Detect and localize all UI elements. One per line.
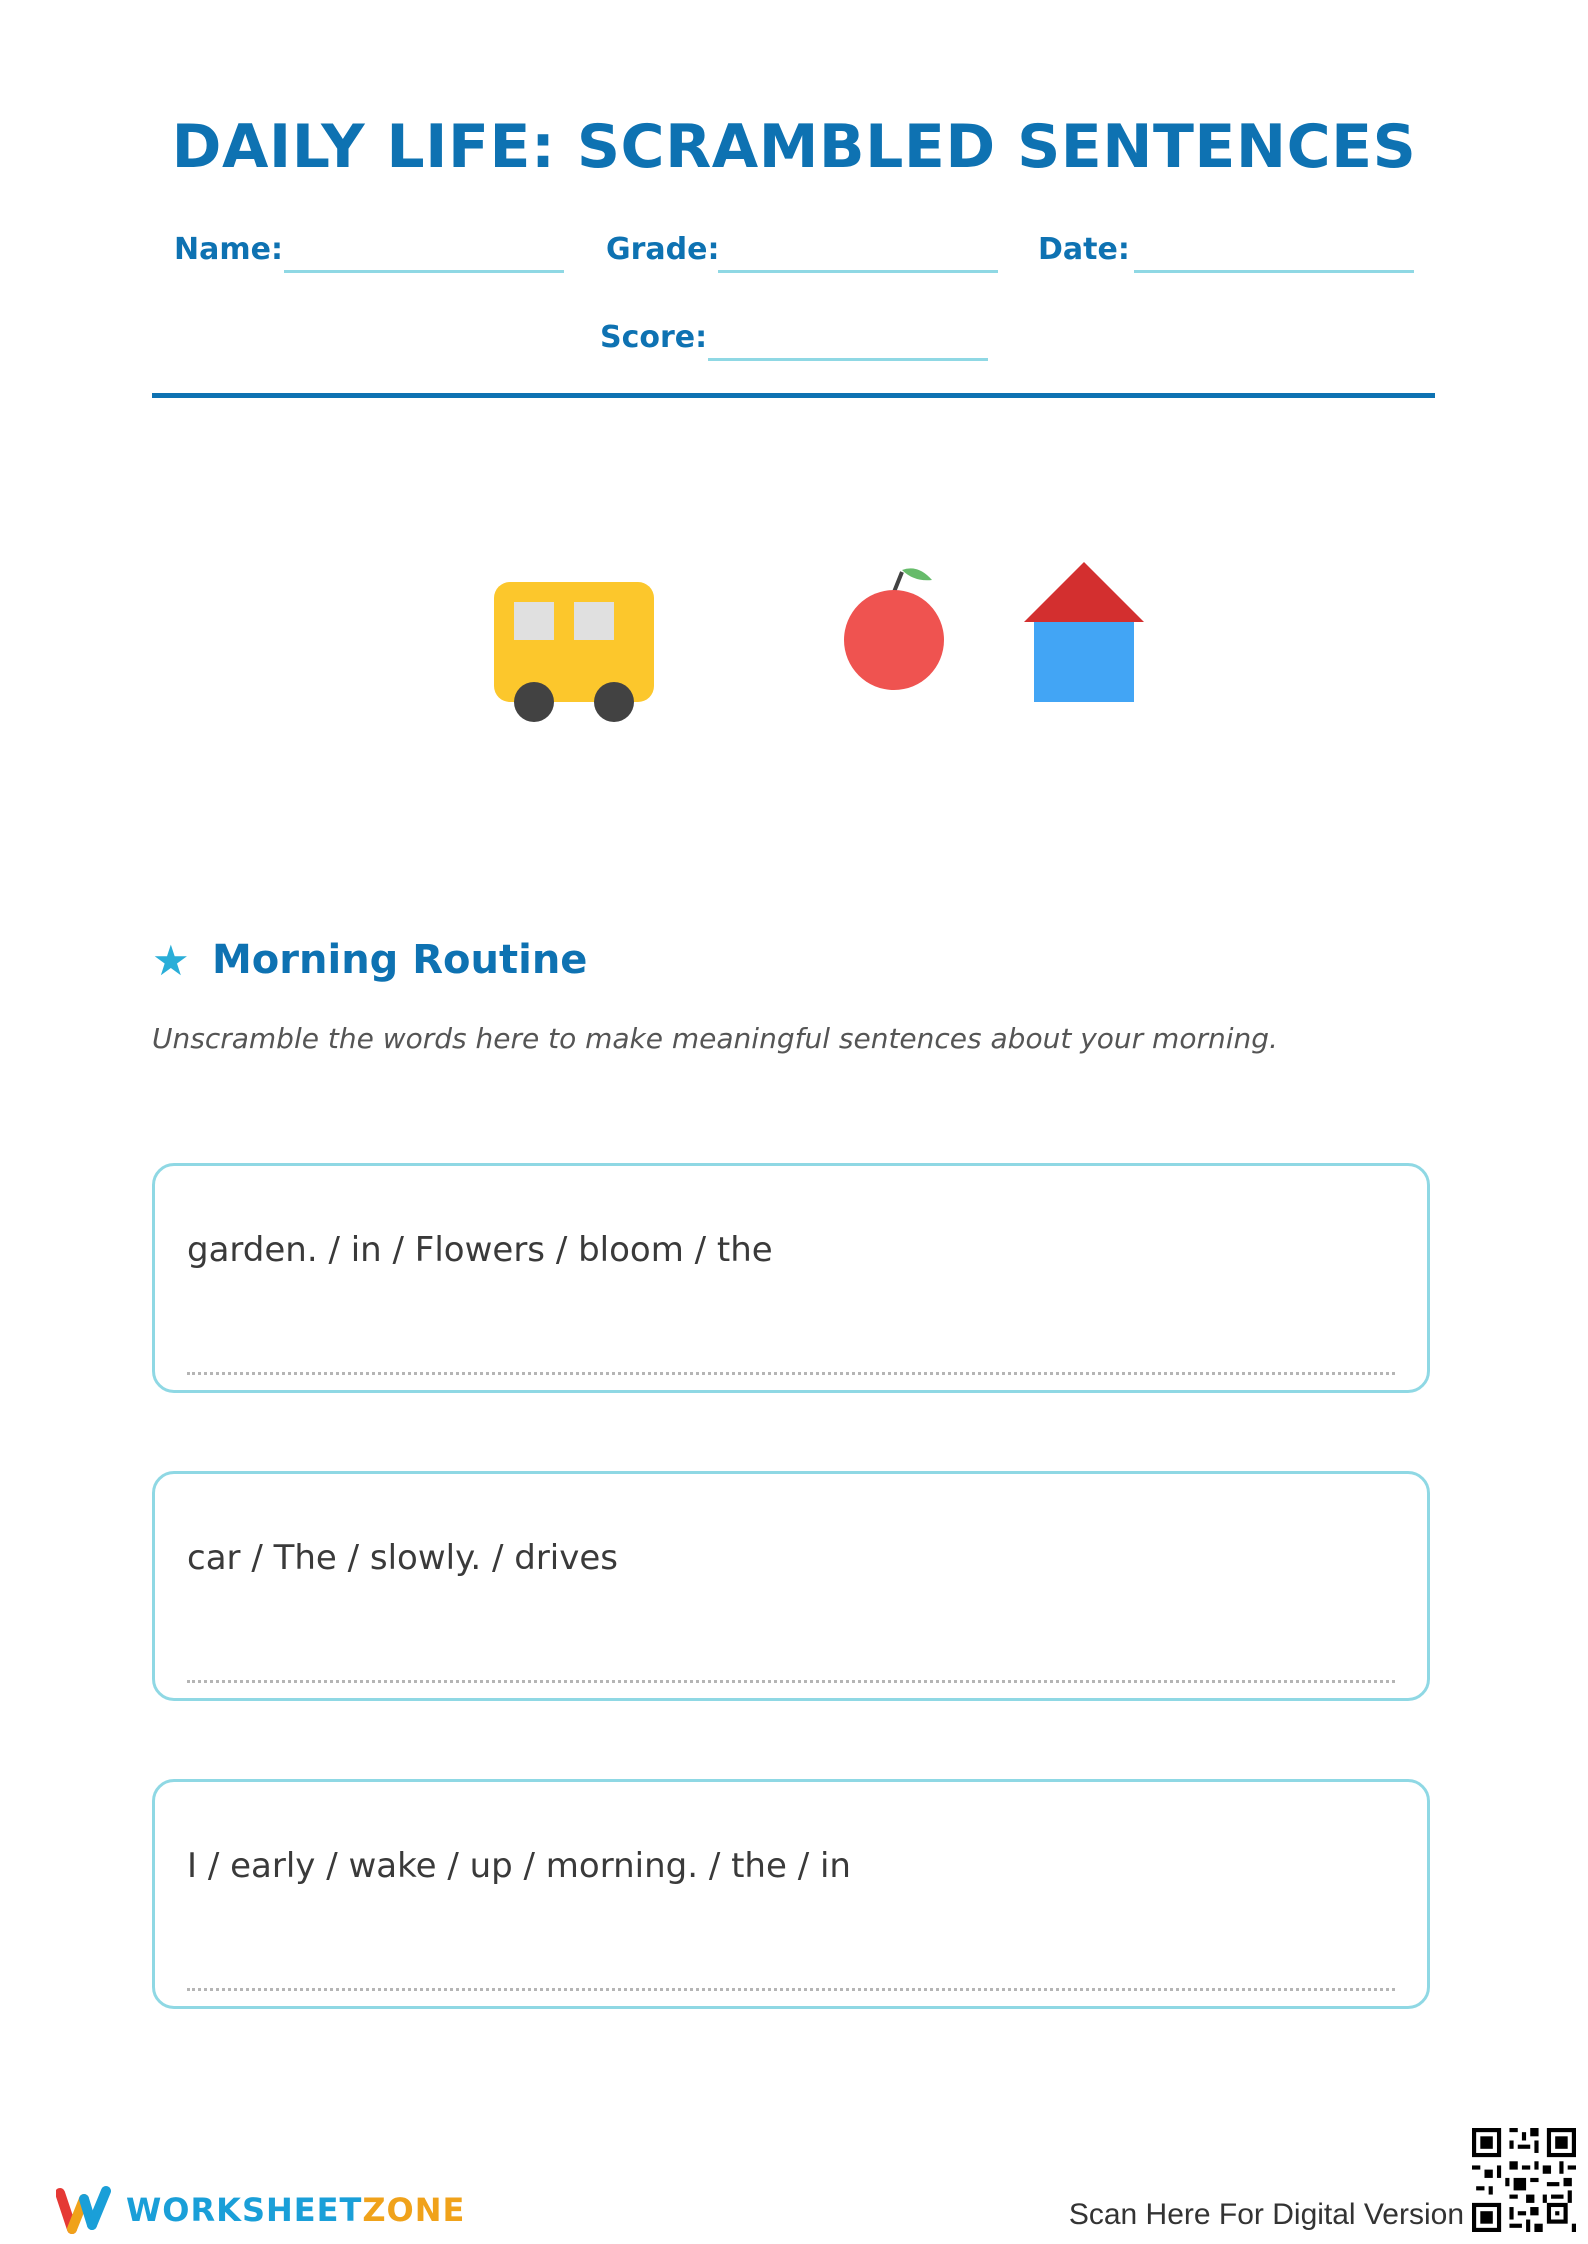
scrambled-sentence-2: car / The / slowly. / drives	[187, 1538, 619, 1578]
house-icon	[1024, 562, 1144, 702]
name-field[interactable]	[284, 270, 564, 273]
qr-code-icon[interactable]	[1472, 2128, 1576, 2232]
worksheet-title: DAILY LIFE: SCRAMBLED SENTENCES	[171, 112, 1417, 182]
scrambled-sentence-1: garden. / in / Flowers / bloom / the	[187, 1230, 773, 1270]
grade-field[interactable]	[718, 270, 998, 273]
answer-line-1[interactable]	[187, 1372, 1395, 1375]
instructions-text: Unscramble the words here to make meaningful sentences about your morning.	[152, 1022, 1278, 1055]
grade-label: Grade:	[606, 232, 720, 267]
scan-instruction: Scan Here For Digital Version	[1068, 2198, 1464, 2231]
question-box-1	[152, 1163, 1430, 1393]
score-label: Score:	[600, 320, 708, 355]
illustration-row	[0, 540, 1588, 760]
section-title: Morning Routine	[212, 937, 588, 983]
question-box-3	[152, 1779, 1430, 2009]
brand-name: WORKSHEETZONE	[126, 2191, 466, 2229]
question-box-2	[152, 1471, 1430, 1701]
logo-mark-icon	[56, 2185, 112, 2235]
score-field[interactable]	[708, 358, 988, 361]
answer-line-3[interactable]	[187, 1988, 1395, 1991]
bus-icon	[494, 582, 654, 722]
star-icon: ★	[152, 935, 190, 985]
date-field[interactable]	[1134, 270, 1414, 273]
answer-line-2[interactable]	[187, 1680, 1395, 1683]
scrambled-sentence-3: I / early / wake / up / morning. / the / in	[187, 1846, 851, 1886]
date-label: Date:	[1038, 232, 1130, 267]
header-divider	[152, 393, 1435, 398]
section-header	[152, 935, 587, 985]
apple-icon	[844, 568, 944, 690]
name-label: Name:	[174, 232, 283, 267]
worksheetzone-logo[interactable]	[56, 2180, 465, 2240]
